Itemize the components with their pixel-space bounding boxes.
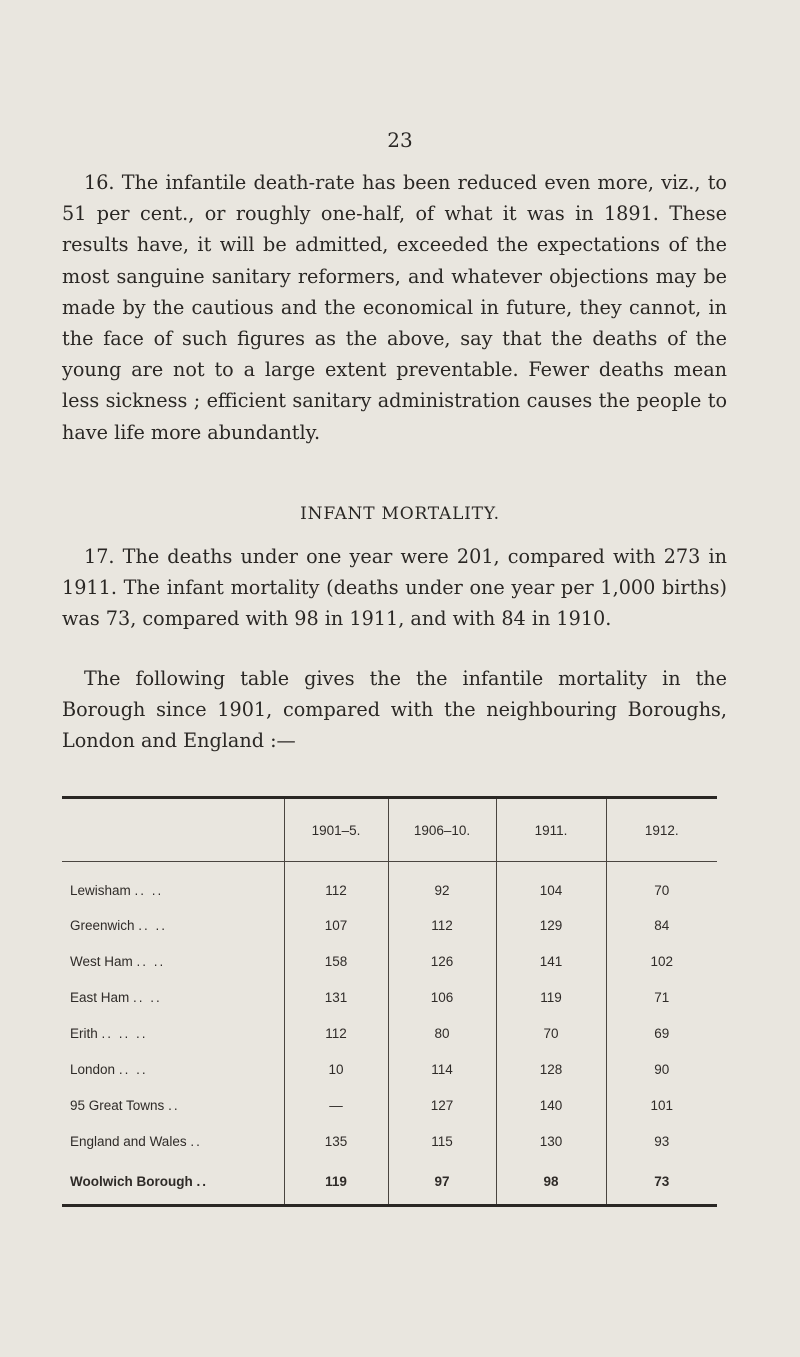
table-cell: 140 — [496, 1088, 606, 1124]
table-cell: 70 — [606, 862, 717, 908]
infant-mortality-table-container — [62, 796, 717, 1207]
section-heading: INFANT MORTALITY. — [300, 504, 500, 524]
table-row — [62, 1088, 717, 1124]
paragraph-16: 16. The infantile death-rate has been reduced even more, viz., to 51 per cent., or roughly one-half, of what it was in 1891. These results have, it will be admitted, exceeded the expectations of the most sanguine sanitary reformers, and whatever objections may be made by the cautious and the economical in future, they cannot, in the face of such figures as the above, say that the deaths of the young are not to a large extent preventable. Fewer deaths mean less sickness ; efficient sanitary administration causes the people to have life more abundantly. — [62, 171, 727, 444]
row-label: Greenwich .. .. — [70, 918, 168, 933]
table-cell: 69 — [606, 1016, 717, 1052]
table-cell: 130 — [496, 1124, 606, 1160]
table-cell: 115 — [388, 1124, 496, 1160]
table-row-total — [62, 1160, 717, 1206]
table-row — [62, 862, 717, 908]
column-header-1911: 1911. — [496, 798, 606, 862]
table-cell: 127 — [388, 1088, 496, 1124]
table-cell: 71 — [606, 980, 717, 1016]
table-cell: 80 — [388, 1016, 496, 1052]
column-header-1912: 1912. — [606, 798, 717, 862]
row-label: 95 Great Towns .. — [70, 1098, 180, 1113]
column-header-1906-10: 1906–10. — [388, 798, 496, 862]
row-label: London .. .. — [70, 1062, 148, 1077]
paragraph-18: The following table gives the the infantile mortality in the Borough since 1901, compared with the neighbouring Boroughs, London and England :— — [62, 667, 727, 753]
table-cell: 112 — [284, 862, 388, 908]
table-row — [62, 1016, 717, 1052]
table-cell: 93 — [606, 1124, 717, 1160]
table-cell: 84 — [606, 908, 717, 944]
table-cell: 129 — [496, 908, 606, 944]
column-header-label — [62, 798, 284, 862]
table-cell: 112 — [284, 1016, 388, 1052]
table-cell: 90 — [606, 1052, 717, 1088]
row-label: England and Wales .. — [70, 1134, 202, 1149]
table-cell: 131 — [284, 980, 388, 1016]
table-row — [62, 908, 717, 944]
table-cell: 10 — [284, 1052, 388, 1088]
table-cell: 97 — [388, 1160, 496, 1206]
table-cell: 158 — [284, 944, 388, 980]
table-cell: 141 — [496, 944, 606, 980]
table-cell: 70 — [496, 1016, 606, 1052]
table-cell: 104 — [496, 862, 606, 908]
table-header-row — [62, 798, 717, 862]
table-cell: 101 — [606, 1088, 717, 1124]
table-cell: — — [284, 1088, 388, 1124]
table-cell: 92 — [388, 862, 496, 908]
infant-mortality-table — [62, 796, 717, 1207]
row-label: West Ham .. .. — [70, 954, 166, 969]
table-cell: 106 — [388, 980, 496, 1016]
row-label: East Ham .. .. — [70, 990, 162, 1005]
table-cell: 119 — [284, 1160, 388, 1206]
table-cell: 107 — [284, 908, 388, 944]
table-cell: 102 — [606, 944, 717, 980]
table-cell: 128 — [496, 1052, 606, 1088]
table-row — [62, 1052, 717, 1088]
table-row — [62, 980, 717, 1016]
table-cell: 126 — [388, 944, 496, 980]
row-label: Erith .. .. .. — [70, 1026, 148, 1041]
table-row — [62, 944, 717, 980]
column-header-1901-5: 1901–5. — [284, 798, 388, 862]
table-cell: 114 — [388, 1052, 496, 1088]
table-cell: 73 — [606, 1160, 717, 1206]
table-row — [62, 1124, 717, 1160]
page-number: 23 — [387, 128, 413, 152]
paragraph-17: 17. The deaths under one year were 201, compared with 273 in 1911. The infant mortality (deaths under one year per 1,000 births) was 73, compared with 98 in 1911, and with 84 in 1910. — [62, 545, 727, 631]
table-cell: 98 — [496, 1160, 606, 1206]
table-cell: 135 — [284, 1124, 388, 1160]
table-cell: 112 — [388, 908, 496, 944]
table-cell: 119 — [496, 980, 606, 1016]
row-label: Lewisham .. .. — [70, 882, 164, 898]
row-label: Woolwich Borough .. — [62, 1160, 284, 1206]
